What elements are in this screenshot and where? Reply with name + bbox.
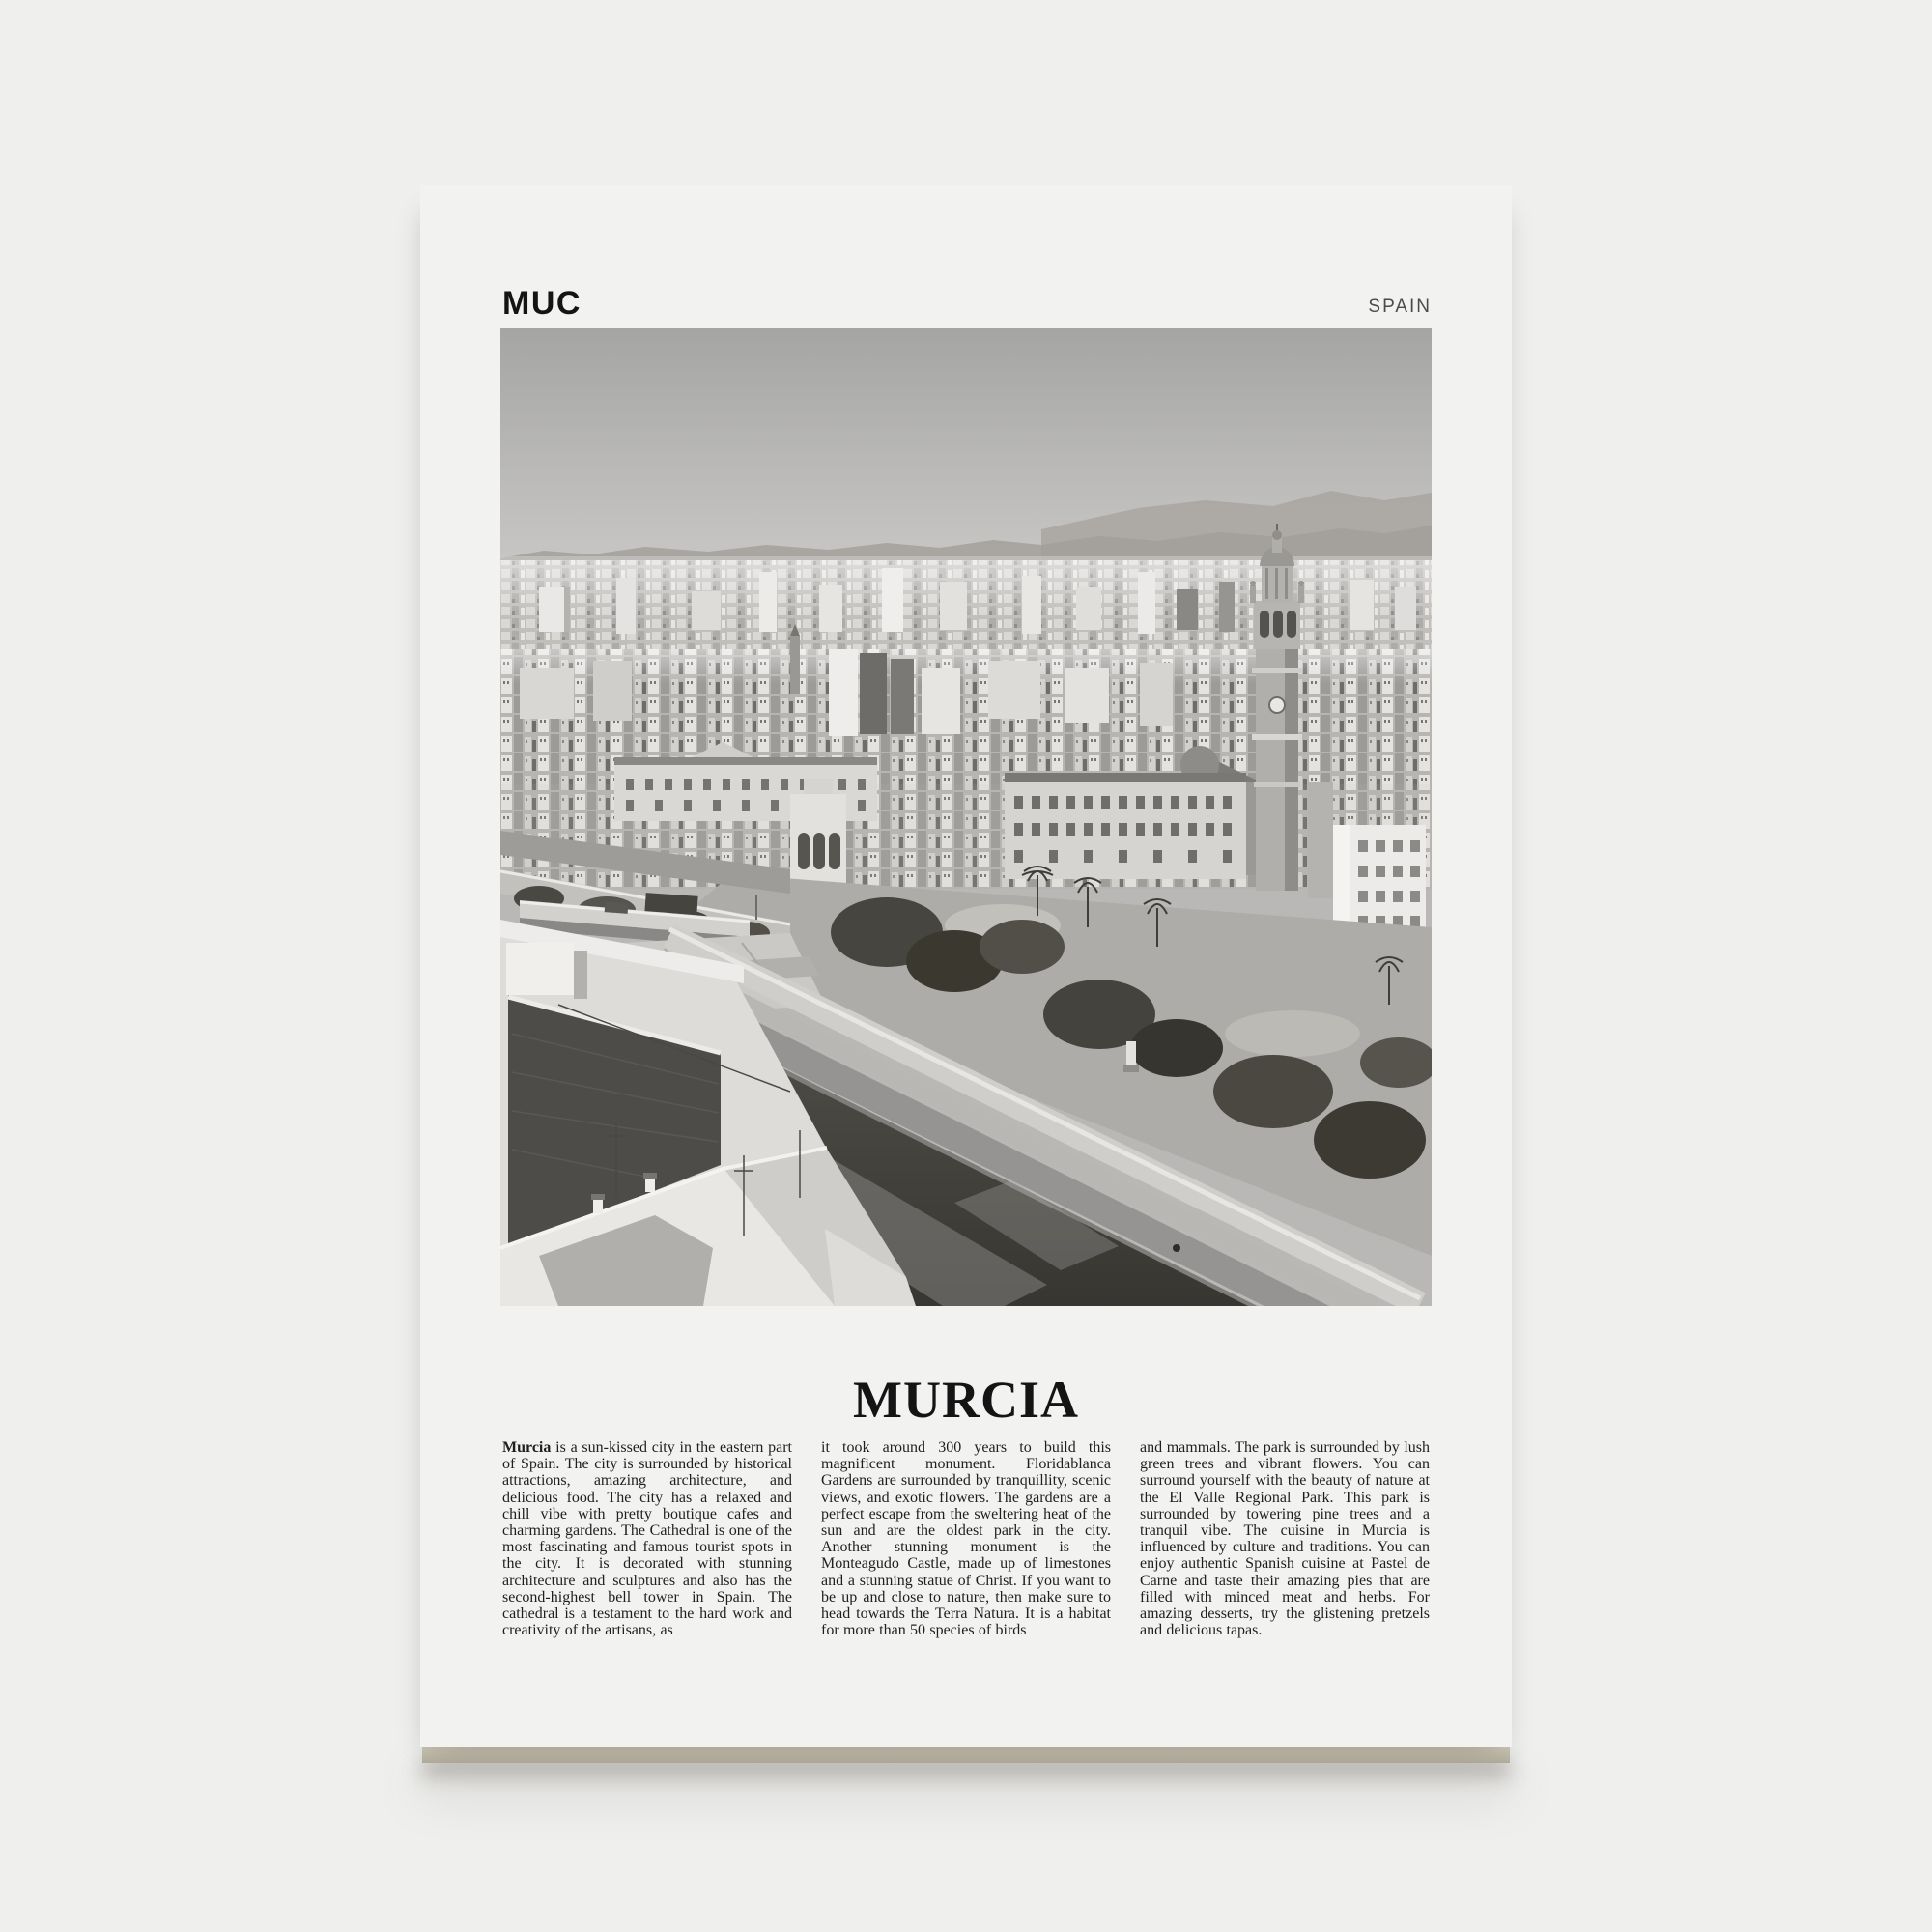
poster-title: MURCIA [853,1371,1079,1430]
travel-poster [420,185,1512,1747]
poster-paper-edge [422,1747,1510,1763]
description-column-1: Murcia is a sun-kissed city in the eastern part of Spain. The city is surrounded by historical attractions, amazing architecture, and delicious food. The city has a relaxed and chill vibe with pretty boutique cafes and charming gardens. The Cathedral is one of the most fascinating and famous tourist spots in the city. It is decorated with stunning architecture and sculptures and also has the second-highest bell tower in Spain. The cathedral is a testament to the hard work and creativity of the artisans, as [502,1439,792,1639]
poster-header [502,286,1432,321]
lead-word: Murcia [502,1439,552,1456]
description-column-3: and mammals. The park is surrounded by lush green trees and vibrant flowers. You can surround yourself with the beauty of nature at the El Valle Regional Park. This park is surrounded by towering pine trees and a tranquil vibe. The cuisine in Murcia is influenced by culture and traditions. You can enjoy authentic Spanish cuisine at Pastel de Carne and taste their amazing pies that are filled with minced meat and herbs. For amazing desserts, try the glistening pretzels and delicious tapas. [1140,1439,1430,1639]
pedestrian [1173,1244,1180,1252]
description-columns [502,1424,1430,1654]
description-column-2: it took around 300 years to build this magnificent monument. Floridablanca Gardens are surrounded by tranquillity, scenic views, and exotic flowers. The gardens are a perfect escape from the sweltering heat of the sun and are the oldest park in the city. Another stunning monument is the Monteagudo Castle, made up of limestones and a stunning statue of Christ. If you want to be up and close to nature, then make sure to head towards the Terra Natura. It is a habitat for more than 50 species of birds [821,1439,1111,1639]
poster-mockup [420,185,1512,1763]
murcia-photo-illustration [500,328,1432,1306]
statue [1126,1041,1136,1066]
country-label: SPAIN [1368,297,1432,317]
city-code-label: MUC [502,285,582,322]
bus [644,893,697,915]
murcia-photo [500,328,1432,1306]
car [605,901,629,914]
